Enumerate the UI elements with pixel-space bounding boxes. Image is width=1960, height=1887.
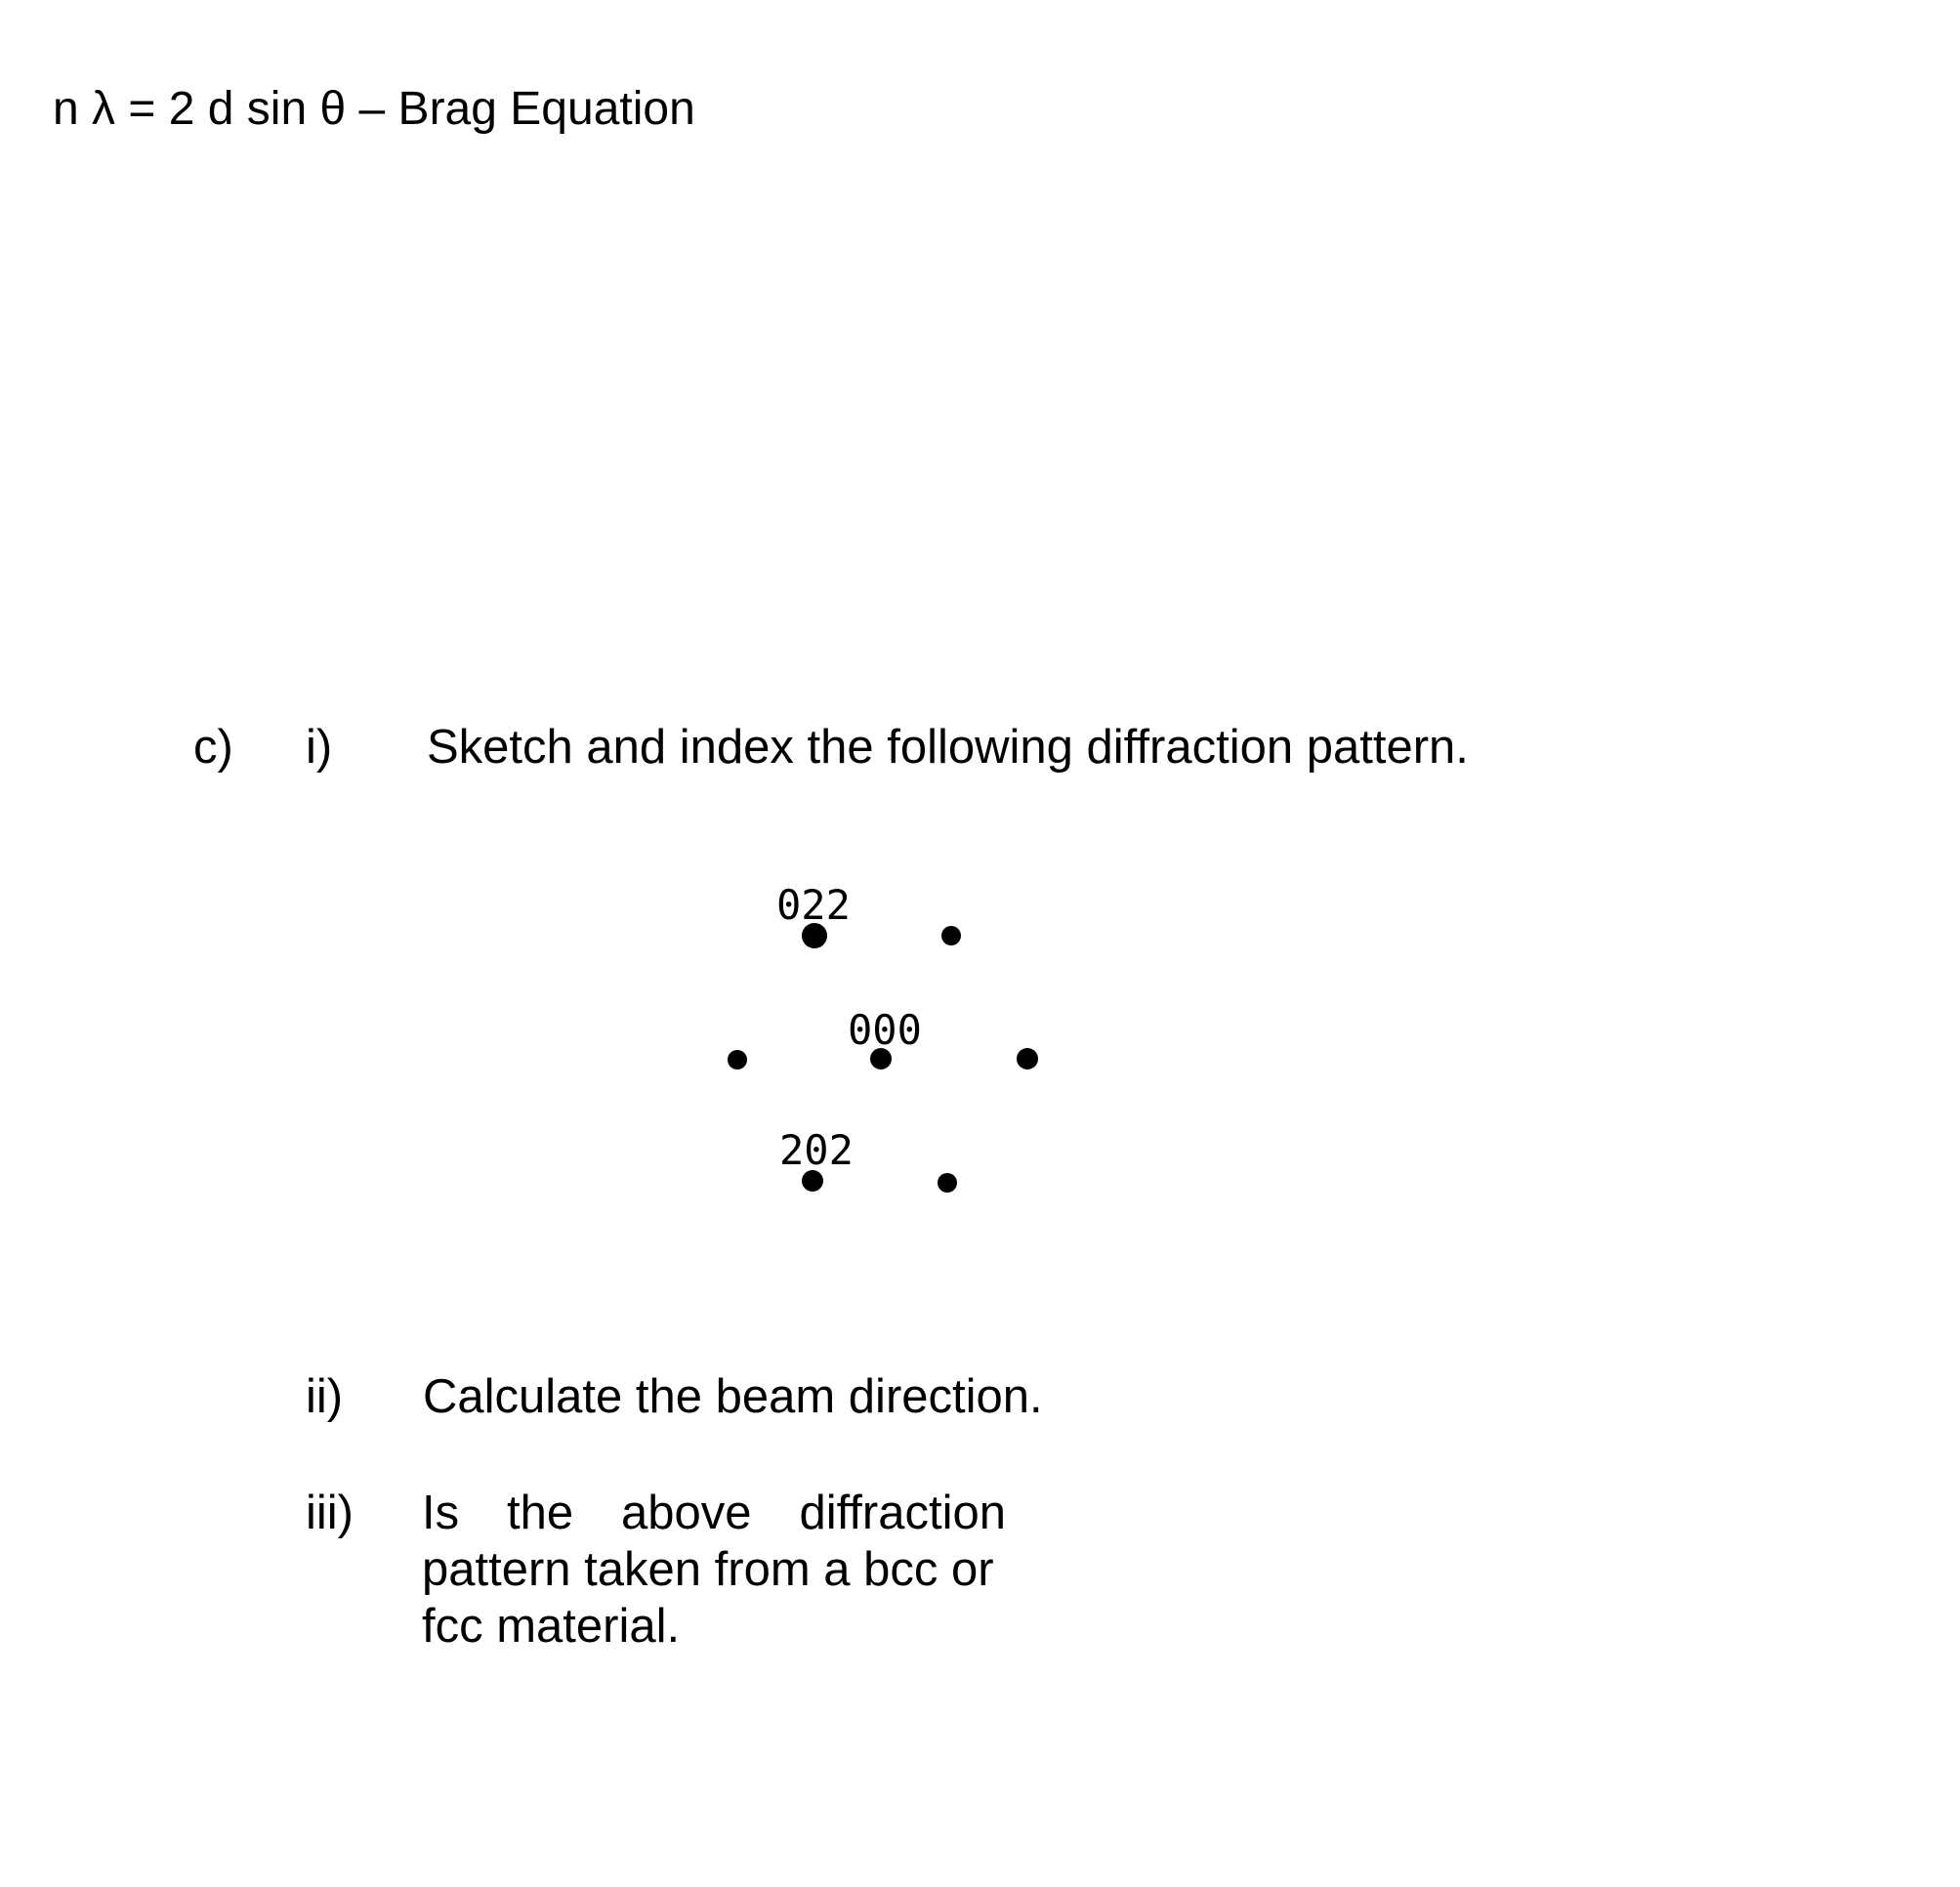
subpart-i-text: Sketch and index the following diffraction pattern. <box>427 721 1469 774</box>
word: diffraction <box>799 1487 1006 1539</box>
spot-bottom-right <box>938 1173 957 1193</box>
subpart-iii-line-1 <box>422 1485 1006 1541</box>
word: above <box>621 1487 752 1539</box>
subpart-iii-line-2: pattern taken from a bcc or <box>422 1543 994 1596</box>
subpart-iii-text <box>422 1485 1006 1655</box>
spot-right <box>1017 1048 1038 1069</box>
label-000: 000 <box>848 1006 922 1054</box>
spot-left <box>728 1050 747 1069</box>
word: Is <box>422 1487 460 1539</box>
subpart-i-label: i) <box>306 721 333 774</box>
word: the <box>507 1487 574 1539</box>
subpart-ii-text: Calculate the beam direction. <box>423 1370 1043 1423</box>
part-c-label: c) <box>193 721 233 774</box>
label-202: 202 <box>779 1126 854 1174</box>
spot-top-right <box>941 926 961 945</box>
subpart-iii-line-3: fcc material. <box>422 1600 681 1653</box>
subpart-ii-label: ii) <box>306 1370 344 1423</box>
bragg-equation: n λ = 2 d sin θ – Brag Equation <box>53 83 695 135</box>
subpart-iii-label: iii) <box>306 1487 354 1539</box>
label-022: 022 <box>776 881 851 929</box>
